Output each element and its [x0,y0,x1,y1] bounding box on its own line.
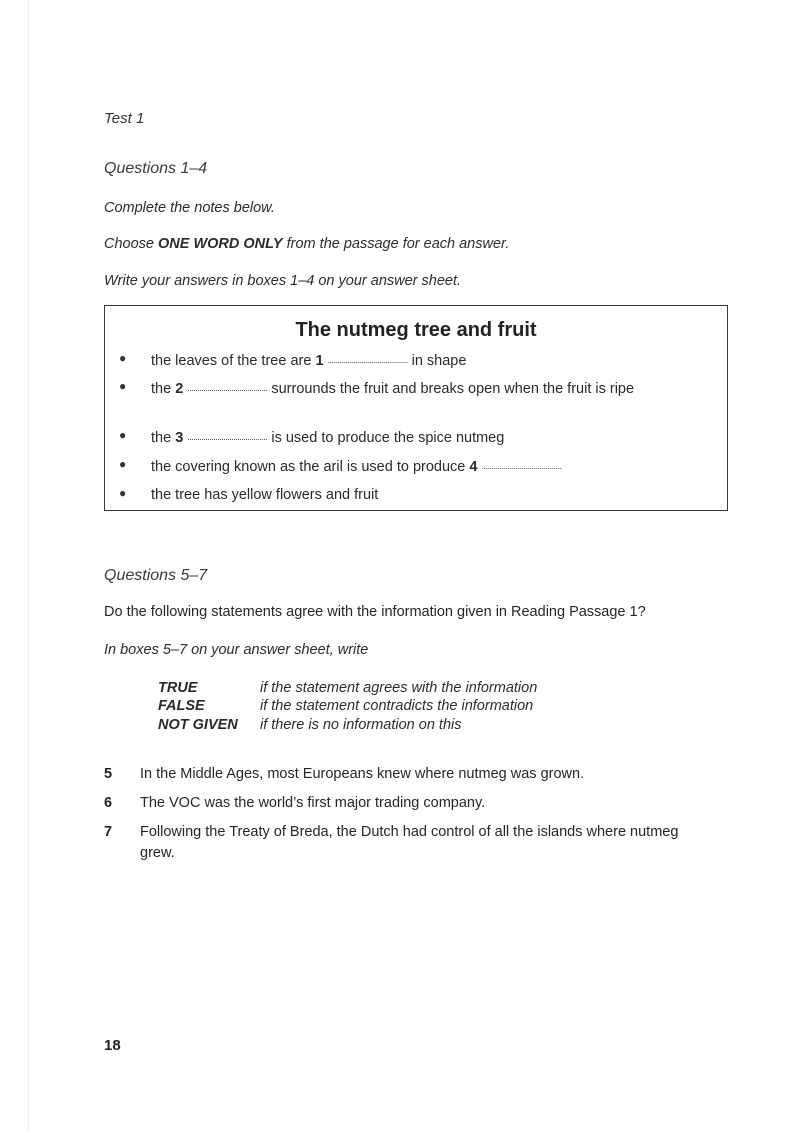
page-number: 18 [104,1037,121,1054]
answer-blank-4[interactable]: ........................................ [481,461,562,471]
instruction-statements: Do the following statements agree with the information given in Reading Passage 1? [104,604,646,620]
instruction-choose-words: Choose ONE WORD ONLY from the passage for each answer. [104,236,510,252]
option-key-true: TRUE [158,680,198,696]
option-key-false: FALSE [158,698,205,714]
notes-box: The nutmeg tree and fruit ● the leaves of the tree are 1 ........................................ in shape ● the 2 ........................................ surrounds the fruit and breaks open when the fruit is ripe ● the 3 ........................................ is used to produce the spice nutmeg ● the covering known as the aril is used to produce 4 ........................................ ● the tree has yellow flowers and fruit [104,305,728,511]
bullet-dot-icon: ● [119,486,127,500]
option-desc-false: if the statement contradicts the information [260,698,534,714]
question-text-7: Following the Treaty of Breda, the Dutch had control of all the islands where nutmeg grew. [140,824,679,861]
answer-blank-3[interactable]: ........................................ [187,432,268,442]
section-heading-1-4: Questions 1–4 [104,160,208,177]
question-text-6: The VOC was the world’s first major trading company. [140,795,486,811]
option-desc-not-given: if there is no information on this [260,717,462,733]
answer-blank-1[interactable]: ........................................ [327,355,408,365]
option-desc-true: if the statement agrees with the information [260,680,538,696]
bullet-dot-icon: ● [119,351,127,365]
notes-title: The nutmeg tree and fruit [295,319,537,341]
bullet-dot-icon: ● [119,457,127,471]
instruction-boxes-write: In boxes 5–7 on your answer sheet, write [104,642,369,658]
instruction-complete-notes: Complete the notes below. [104,200,275,216]
instruction-write-answers: Write your answers in boxes 1–4 on your answer sheet. [104,273,462,289]
section-heading-5-7: Questions 5–7 [104,567,208,584]
bullet-dot-icon: ● [119,428,127,442]
answer-blank-2[interactable]: ........................................ [187,383,268,393]
question-number-5: 5 [104,766,113,782]
test-label: Test 1 [104,110,145,127]
question-number-6: 6 [104,795,113,811]
scan-edge-line [28,0,29,1131]
option-key-not-given: NOT GIVEN [158,717,238,733]
bullet-dot-icon: ● [119,379,127,393]
question-text-5: In the Middle Ages, most Europeans knew where nutmeg was grown. [140,766,585,782]
question-number-7: 7 [104,824,113,840]
